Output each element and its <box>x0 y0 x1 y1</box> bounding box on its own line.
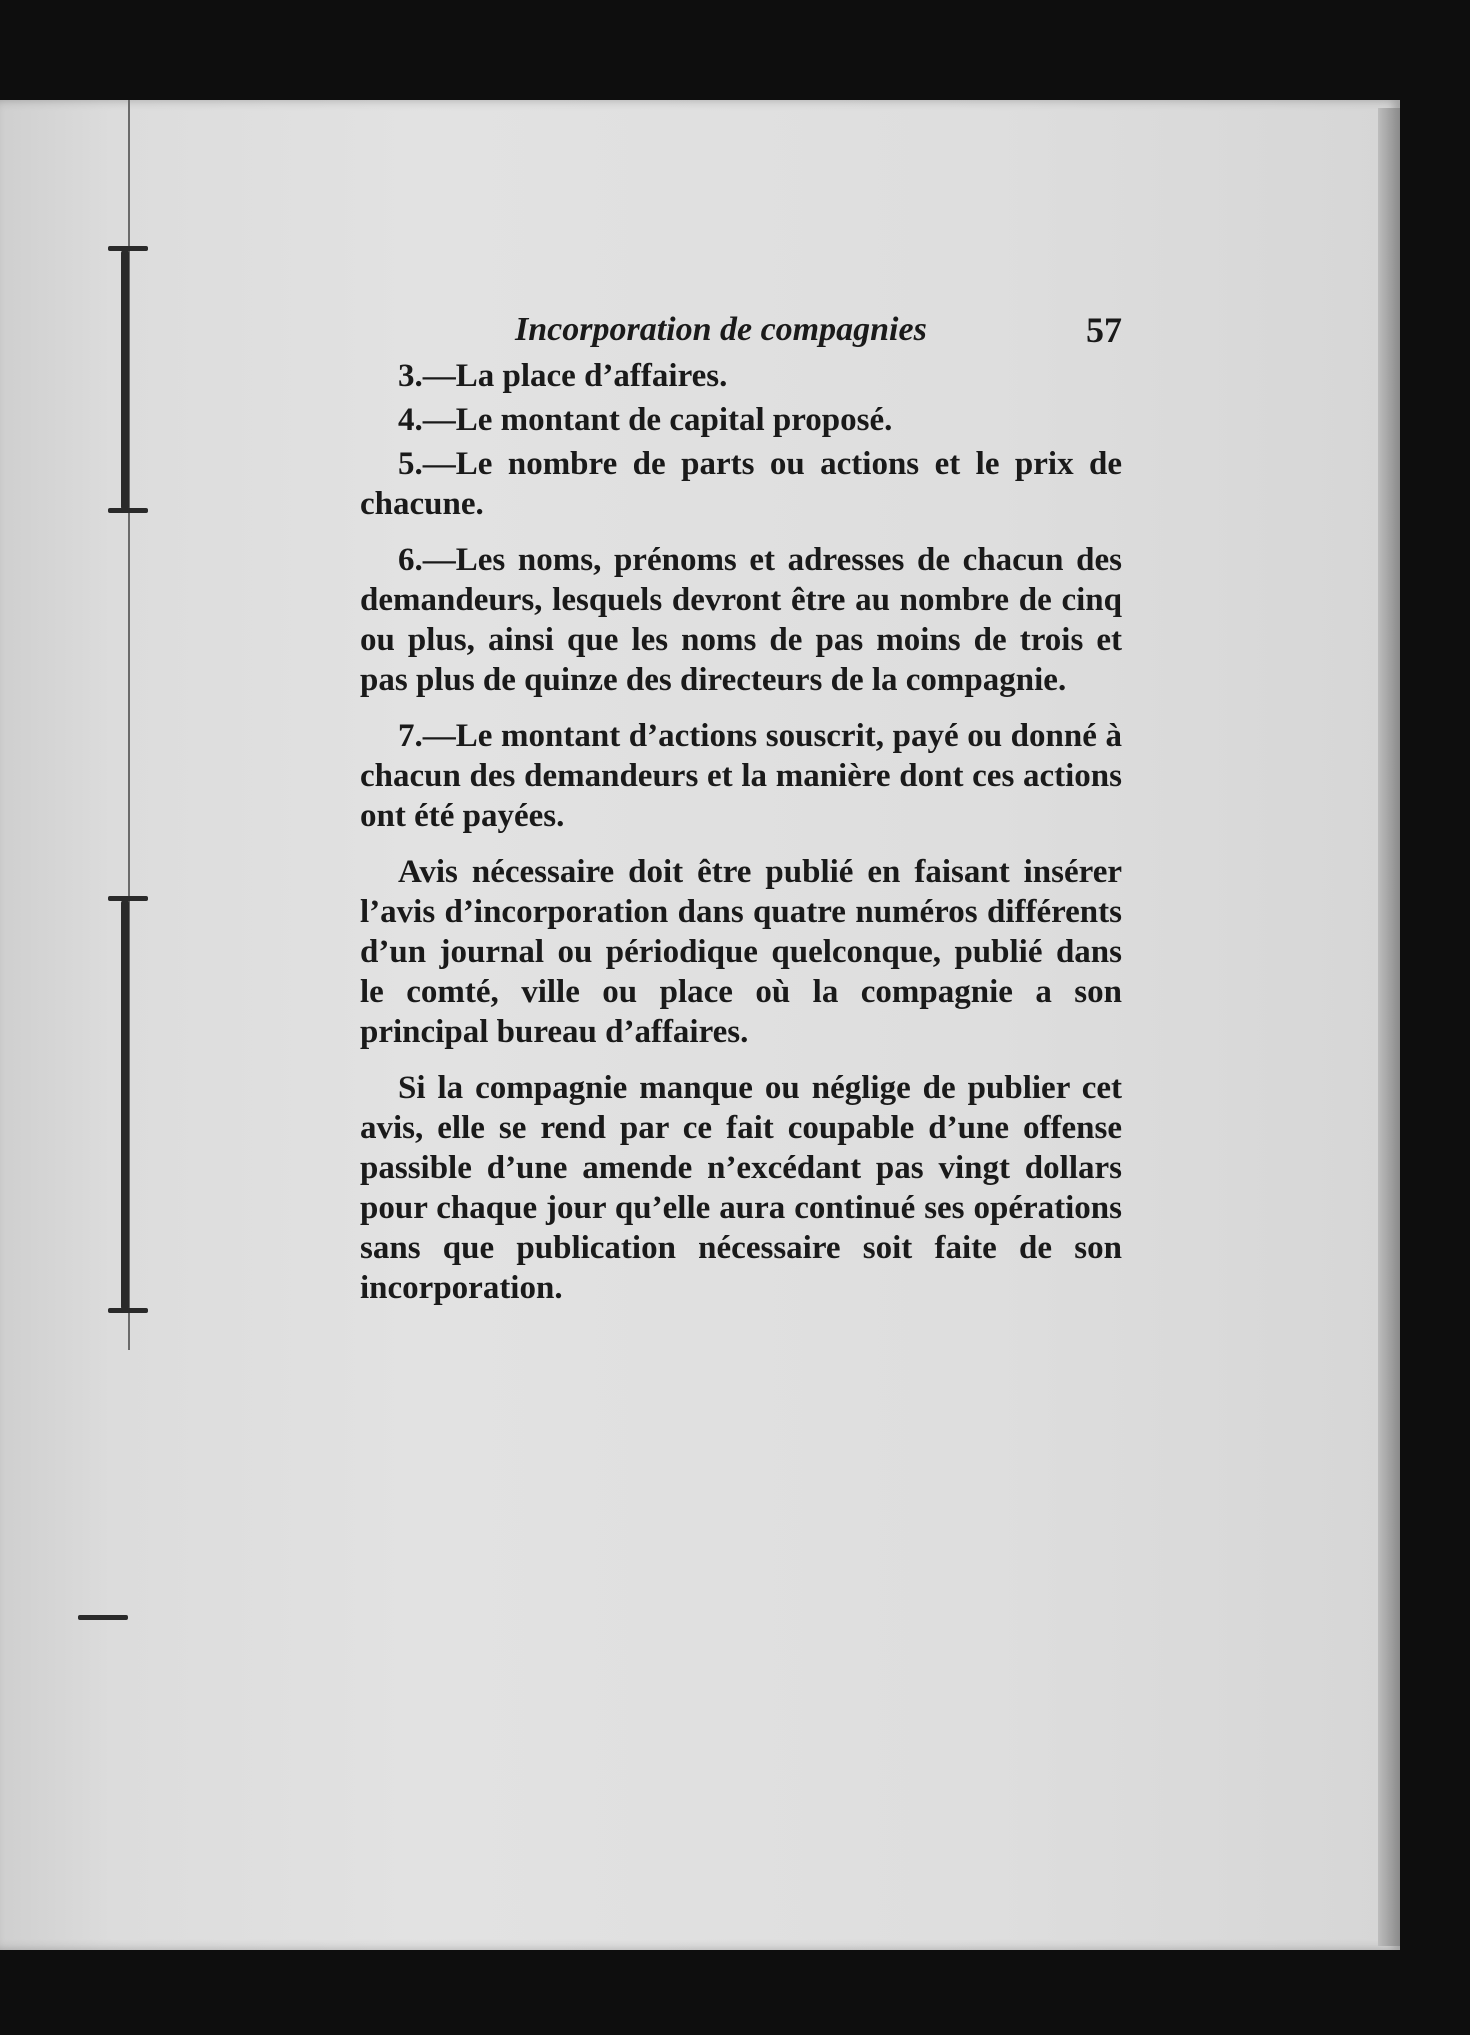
binding-stitch-top-cap <box>108 246 148 251</box>
page-edge <box>1378 108 1400 1946</box>
paragraph-3: 3.—La place d’affaires. <box>398 358 728 394</box>
running-title: Incorporation de compagnies <box>515 311 927 348</box>
paragraph-4: 4.—Le montant de capital proposé. <box>398 402 893 438</box>
binding-stitch-bottom-foot <box>108 1308 148 1313</box>
binding-stitch-bottom-cap <box>108 896 148 901</box>
binding-stitch-bottom <box>121 900 129 1310</box>
paragraph-avis: Avis nécessaire doit être publié en faisant insérer l’avis d’incorporation dans quatre numéros différents d’un journal ou périodique quelconque, publié dans le comté, ville ou place où la compagnie a son principal bureau d’affaires. <box>360 854 1122 1050</box>
page-number: 57 <box>1086 310 1122 350</box>
page-text <box>360 300 1122 1324</box>
paragraph-penalty: Si la compagnie manque ou néglige de publier cet avis, elle se rend par ce fait coupable d’une offense passible d’une amende n’excédant pas vingt dollars pour chaque jour qu’elle aura continué ses opérations sans que publication nécessaire soit faite de son incorporation. <box>360 1070 1122 1306</box>
binding-stitch-top-foot <box>108 508 148 513</box>
page-mark <box>78 1615 128 1620</box>
binding-stitch-top <box>121 250 129 510</box>
paragraph-5: 5.—Le nombre de parts ou actions et le prix de chacune. <box>360 446 1122 522</box>
paragraph-7: 7.—Le montant d’actions souscrit, payé ou donné à chacun des demandeurs et la manière dont ces actions ont été payées. <box>360 718 1122 834</box>
running-head <box>360 300 1122 356</box>
paragraph-6: 6.—Les noms, prénoms et adresses de chacun des demandeurs, lesquels devront être au nombre de cinq ou plus, ainsi que les noms de pas moins de trois et pas plus de quinze des directeurs de la compagnie. <box>360 542 1122 698</box>
